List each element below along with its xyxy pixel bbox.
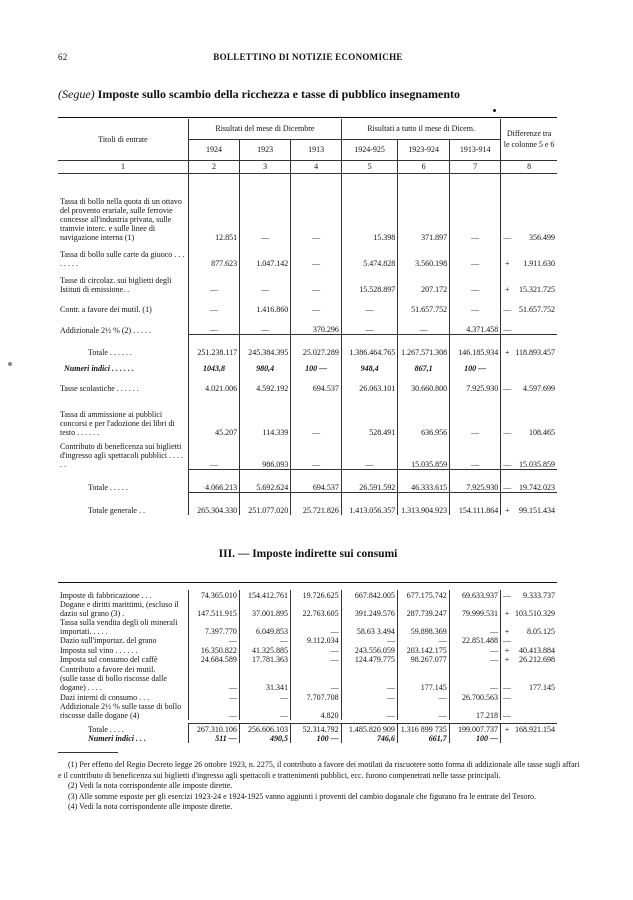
footnote: (4) Vedi la nota corrispondente alle imposte dirette. xyxy=(68,802,233,812)
journal-title: BOLLETTINO DI NOTIZIE ECONOMICHE xyxy=(213,52,403,62)
section-roman: III. xyxy=(218,548,235,560)
col-number: 7 xyxy=(450,161,501,174)
footnote-rule xyxy=(58,752,118,753)
table-row: Imposta sul consumo del caffè 24.684.589 17.781.363 — 124.479.775 98.267.077 — + 26.212.698 xyxy=(60,655,555,665)
year-header: 1924-925 xyxy=(341,140,397,161)
total-row: Totale . . . . . . 251.238.117 245.384.395 25.027.289 1.386.464.765 1.267.571.308 146.185.934 + 118.893.457 xyxy=(58,335,557,358)
footnote: (2) Vedi la nota corrispondente alle imposte dirette. xyxy=(68,781,233,791)
section-heading: Imposte sullo scambio della ricchezza e tasse di pubblico insegnamento xyxy=(97,87,460,101)
col-number: 8 xyxy=(501,161,557,174)
col-number: 1 xyxy=(58,161,188,174)
table-row: Tassa di ammissione ai pubblici concorsi e per l'adozione dei libri di testo . . . . . . 45.207 114.339 — 528.491 636.956 — — 108.465 xyxy=(58,393,557,437)
group-header-month: Risultati del mese di Dicembre xyxy=(188,119,341,140)
total-row: Totale . . . . 267.310.106 256.606.103 52.314.792 1.485.820 909 1.316 899 735 199.007.737 + 168.921.154 xyxy=(88,724,555,734)
diff-header: Differenze tra le colonne 5 e 6 xyxy=(501,119,557,161)
consumption-tax-table xyxy=(58,582,557,743)
col-number: 5 xyxy=(341,161,397,174)
section-2-title xyxy=(58,548,558,560)
table-row: Addizionale 2½ % (2) . . . . . — — 370.296 — — 4.371.458 — xyxy=(58,314,557,335)
table-row: Imposte di fabbricazione . . . 74.365.010 154.412.761 19.726.625 667.842.005 677.175.742 69.633.937 — 9.333.737 xyxy=(60,590,555,600)
footnotes xyxy=(58,760,580,813)
col-number: 3 xyxy=(240,161,291,174)
page-number: 62 xyxy=(58,52,68,62)
year-header: 1913 xyxy=(291,140,342,161)
section-prefix: (Segue) xyxy=(58,87,95,101)
year-header: 1924 xyxy=(188,140,239,161)
table-row: Contributo a favore dei mutil. xyxy=(58,664,557,674)
table-row: Dazio sull'importaz. del grano — — 9.112.034 — — 22.851.488 — xyxy=(60,636,511,646)
table-row: Tasse scolastiche . . . . . . 4.021.006 4.592.192 694.537 26.063.101 30.660.800 7.925.930 — 4.597.699 xyxy=(58,373,557,393)
footnote: (3) Alle somme esposte per gli esercizi 1923-24 e 1924-1925 vanno aggiunti i proventi del cambio doganale che figurano fra le entrate del Tesoro. xyxy=(68,791,537,801)
section-heading: Imposte indirette sui consumi xyxy=(252,548,398,560)
col-number: 2 xyxy=(188,161,239,174)
year-header: 1923-924 xyxy=(398,140,450,161)
index-row: Numeri indici . . . . . . 1043,8 980,4 100 — 948,4 867,1 100 — xyxy=(58,357,557,373)
table-row: Tasse di circolaz. sui biglietti degli Istituti di emissione. . — — — 15.528.897 207.172 — + 15.321.725 xyxy=(58,268,557,294)
table-row: Imposta sul vino . . . . . . 16.350.822 41.325.885 — 243.556.059 203.142.175 — + 40.413.884 xyxy=(60,645,555,655)
section-dash: — xyxy=(237,548,250,560)
footnote: (1) Per effetto del Regio Decreto legge 26 ottobre 1923, n. 2275, il contributo a favore dei motilati da riscuotere sotto forma di addizionale alle tasse sugli affari e il contributo di beneficenza sui biglietti d'ingresso agli spettacoli e trattenimenti pubblici, ecc. furono compenetrati nelle tasse principali. xyxy=(58,760,580,780)
grand-total-row: Totale generale . . 265.304.330 251.077.020 25.721.826 1.413.056.357 1.313.904.923 154.111.864 + 99.151.434 xyxy=(58,492,557,515)
margin-mark xyxy=(8,362,12,366)
col-number: 4 xyxy=(291,161,342,174)
print-dot xyxy=(493,109,496,112)
year-header: 1923 xyxy=(240,140,291,161)
table-row: Tassa di bollo nella quota di un ottavo del provento erariale, sulle ferrovie concesse all'industria privata, sulle tramvie interc. e sulle linee di navigazione interna (1) 12.851 — — 15.398 371.897 — — 356.499 xyxy=(58,184,557,242)
index-row: Numeri indici . . . 511 — 490,5 100 — 746,6 661,7 100 — xyxy=(58,734,557,744)
group-header-cumulative: Risultati a tutto il mese di Dicem. xyxy=(341,119,500,140)
table-row: Dazi interni di consumo . . . — — 7.707.708 — — 26.700.563 — xyxy=(60,692,511,702)
table-row: Contributo di beneficenza sui biglietti d'ingresso agli spettacoli pubblici . . . . . . — 986.093 — — 15.035.859 — — 15.035.859 xyxy=(58,437,557,469)
table-row: (sulle tasse di bollo riscosse dalle dogane) . . . . — 31.341 — — 177.145 — — 177.145 xyxy=(60,673,555,692)
revenue-table-1 xyxy=(58,117,557,515)
col-number: 6 xyxy=(398,161,450,174)
total-row: Totale . . . . . 4.066.213 5.692.624 694.537 26.591.592 46.333.615 7.925.930 — 19.742.023 xyxy=(58,469,557,492)
table-row: Tassa di bollo sulle carte da giuoco . . . . . . . . 877.623 1.047.142 — 5.474.828 3.560.198 — + 1.911.630 xyxy=(58,242,557,268)
table-row: Dogane e diritti marittimi, (escluso il dazio sul grano (3) . 147.511.915 37.001.895 22.763.605 391.249.576 287.739.247 79.999.531 + 103.510.329 xyxy=(60,599,555,618)
table-row: Contr. a favore dei mutil. (1) — 1.416.860 — — 51.657.752 — — 51.657.752 xyxy=(58,294,557,314)
section-title xyxy=(58,87,558,102)
table-row: Tassa sulla vendita degli oli minerali importati. . . . . 7.397.770 6.049.853 — 58.63 3.494 59.898.369 — + 8.05.125 xyxy=(60,617,555,636)
table-row: Addizionale 2½ % sulle tasse di bollo riscosse dalle dogane (4) — — 4.820 — — 17.218 — xyxy=(60,701,511,720)
col-title-header: Titoli di entrate xyxy=(98,134,148,144)
year-header: 1913-914 xyxy=(450,140,501,161)
